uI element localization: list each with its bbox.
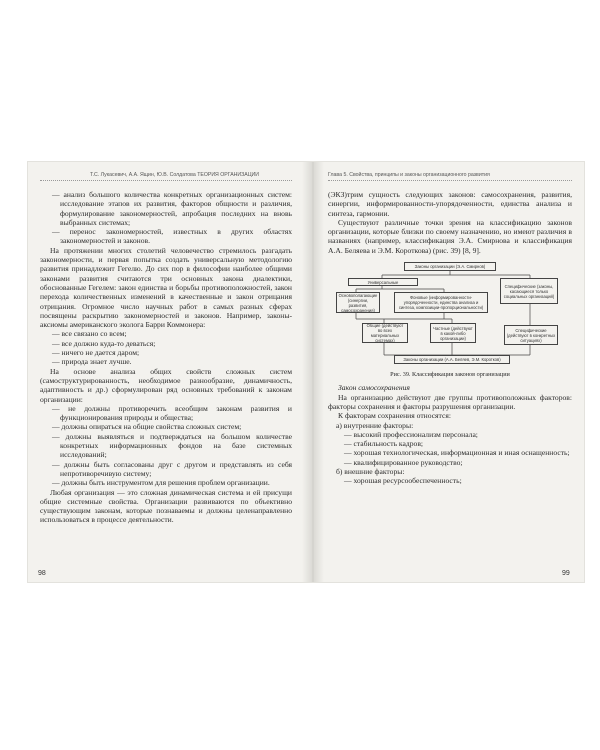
book-spread xyxy=(28,162,584,582)
diagram-box-general: Общие (действуют во всех материальных системах) xyxy=(362,323,408,343)
book-gutter xyxy=(302,162,324,582)
figure-caption: Рис. 39. Классификация законов организации xyxy=(390,371,510,379)
internal-factors-list xyxy=(328,430,572,467)
diagram-box-special: Специфические (действуют в конкретных ситуациях) xyxy=(504,325,558,345)
factors-intro: К факторам сохранения относятся: xyxy=(338,411,451,421)
left-running-header: Т.С. Лукасевич, А.А. Ящин, Ю.В. Солдатова ТЕОРИЯ ОРГАНИЗАЦИИ xyxy=(90,172,260,178)
list-item: — все должно куда-то деваться; xyxy=(52,338,156,348)
list-item: — природа знает лучше. xyxy=(52,357,132,367)
right-classification-paragraph: Существуют различные точки зрения на классификацию законов организации, которые близки по своему назначению, но имеют различия в названиях (например, классификация Э.А. Смирнова и классификация А.А. Беляева и Э.М. Короткова) (рис. 39) [8, 9]. xyxy=(328,217,572,255)
external-factors-label: б) внешние факторы: xyxy=(336,467,405,477)
right-header-rule xyxy=(328,180,572,181)
list-item: — должны выявляться и подтверждаться на большом количестве конкретных информационных фондов на базе системных исследований; xyxy=(52,431,292,460)
list-item: — анализ большого количества конкретных организационных систем: исследование этапов их развития, факторов общности и различия, формулирование закономерностей, апробация последних на вновь выбранных системах; xyxy=(52,190,292,227)
list-item: — должны быть инструментом для решения проблем организации. xyxy=(52,478,270,488)
list-item: — высокий профессионализм персонала; xyxy=(344,429,478,439)
classification-diagram xyxy=(334,261,566,367)
diagram-box-basic: Основополагающие (синергии, развития, самосохранения) xyxy=(336,292,380,313)
list-item: — все связано со всем; xyxy=(52,329,127,339)
diagram-box-partial: Частные (действуют в какой-либо организации) xyxy=(430,323,476,343)
right-page xyxy=(322,162,584,582)
diagram-box-universal: Универсальные xyxy=(348,278,418,286)
diagram-box-belyaev: Законы организации (А.А. Беляев, Э.М. Коротков) xyxy=(394,355,510,364)
right-page-body xyxy=(328,190,572,486)
list-item: — ничего не дается даром; xyxy=(52,348,140,358)
left-page-number: 98 xyxy=(38,570,46,577)
right-running-header: Глава 5. Свойства, принципы и законы организационного развития xyxy=(328,172,490,178)
left-page-body xyxy=(40,190,292,525)
internal-factors-label: а) внутренние факторы: xyxy=(336,420,414,430)
list-item: — перенос закономерностей, известных в других областях закономерностей и законов. xyxy=(52,227,292,246)
list-item: — квалифицированное руководство; xyxy=(344,457,463,467)
left-header-rule xyxy=(40,180,292,181)
list-item: — хорошая ресурсообеспеченность; xyxy=(344,476,462,486)
section-paragraph: На организацию действуют две группы противоположных факторов: факторы сохранения и факторы разрушения организации. xyxy=(328,392,572,411)
list-item: — не должны противоречить всеобщим законам развития и функционирования природы и общества; xyxy=(52,403,292,423)
paragraph: Любая организация — это сложная динамическая система и ей присущи общие системные свойства. Организации развиваются по объективно существующим законам, которые познаваемы и должны целенаправленно использоваться в процессе деятельности. xyxy=(40,487,292,525)
list-item: — должны опираться на общие свойства сложных систем; xyxy=(52,422,242,432)
right-intro-paragraph: (ЭКЗ)трим сущность следующих законов: самосохранения, развития, синергии, информированности-упорядоченности, единства анализа и синтеза, гармонии. xyxy=(328,190,572,218)
paragraph: На протяжении многих столетий человечество стремилось разгадать закономерности, и первая попытка создать универсальную методологию развития принадлежит Гегелю. До сих пор в философии наиболее общими законами развития считаются три основных закона диалектики, обоснованные Гегелем: закон единства и борьбы противоположностей, закон перехода количественных изменений в качественные и закон отрицания отрицания. Огромное число научных работ в самых разных сферах посвящены раскрытию закономерностей и законов. Например, законы-аксиомы американского эколога Барри Коммонера: xyxy=(40,245,292,330)
right-page-number: 99 xyxy=(562,570,570,577)
diagram-box-background: Фоновые (информированности-упорядоченности, единства анализа и синтеза, композиции-пропорциональности) xyxy=(394,292,488,313)
left-page xyxy=(28,162,304,582)
list-item: — хорошая технологическая, информационная и иная оснащенность; xyxy=(344,448,570,458)
external-factors-list xyxy=(328,476,572,485)
list-item: — стабильность кадров; xyxy=(344,439,424,449)
diagram-connectors xyxy=(334,261,566,367)
section-title: Закон самосохранения xyxy=(338,383,410,393)
diagram-box-specific-smirnov: Специфические (законы, касающиеся только социальных организаций) xyxy=(500,278,558,304)
diagram-box-smirnov: Законы организации (Э.А. Смирнов) xyxy=(404,262,496,271)
list-item: — должны быть согласованы друг с другом и представлять из себя непротиворечивую систему; xyxy=(52,459,292,478)
paragraph: На основе анализа общих свойств сложных систем (самоструктурированность, необходимое разнообразие, динамичность, адаптивность и др.) сформулирован ряд основных требований к законам организации: xyxy=(40,366,292,404)
